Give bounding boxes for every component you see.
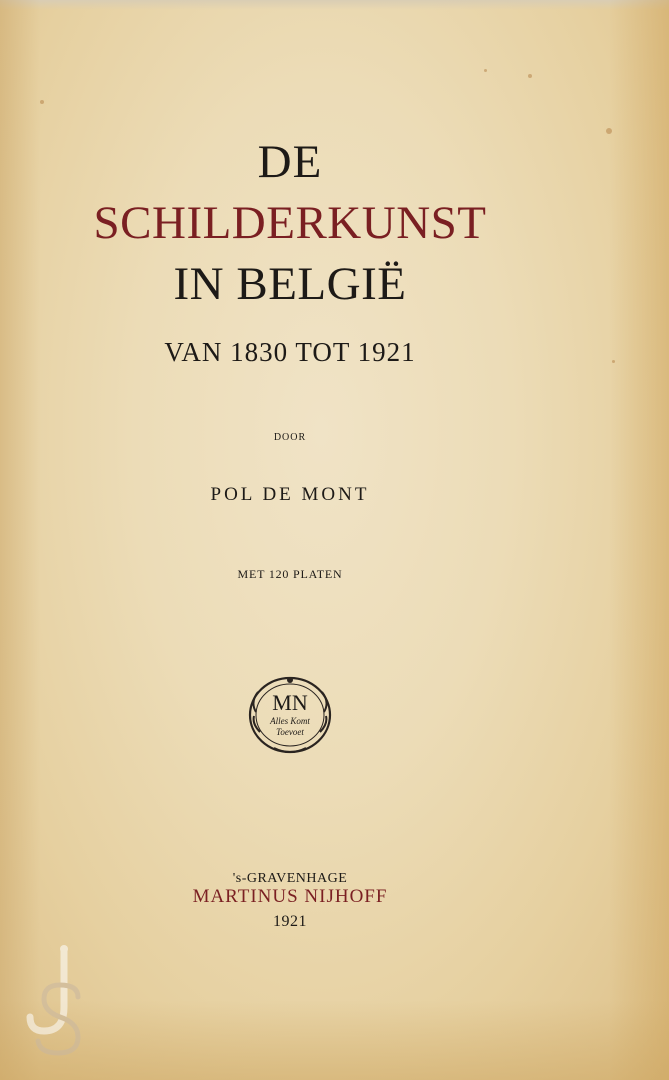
paper-edge-bottom	[0, 1000, 669, 1080]
emblem-motto-1: Alles Komt	[270, 716, 310, 726]
title-line-3: IN BELGIË	[173, 258, 407, 310]
publisher-emblem-icon	[244, 672, 336, 758]
imprint-year: 1921	[273, 913, 307, 930]
imprint-publisher: MARTINUS NIJHOFF	[192, 886, 388, 907]
emblem-monogram: MN	[272, 690, 308, 715]
title-line-1: DE	[257, 136, 323, 188]
imprint-city: 's-GRAVENHAGE	[232, 871, 348, 886]
foxing-spot	[606, 128, 612, 134]
emblem-motto-2: Toevoet	[276, 727, 304, 737]
title-line-2: SCHILDERKUNST	[93, 197, 487, 249]
paper-edge-top	[0, 0, 669, 10]
paper-edge-right	[609, 0, 669, 1080]
subtitle: VAN 1830 TOT 1921	[164, 337, 416, 367]
foxing-spot	[528, 74, 532, 78]
author-name: POL DE MONT	[210, 484, 370, 505]
foxing-spot	[40, 100, 44, 104]
foxing-spot	[612, 360, 615, 363]
foxing-spot	[484, 69, 487, 72]
by-label: DOOR	[273, 432, 307, 443]
plates-note: MET 120 PLATEN	[237, 567, 343, 581]
js-monogram-watermark-icon	[20, 945, 90, 1060]
